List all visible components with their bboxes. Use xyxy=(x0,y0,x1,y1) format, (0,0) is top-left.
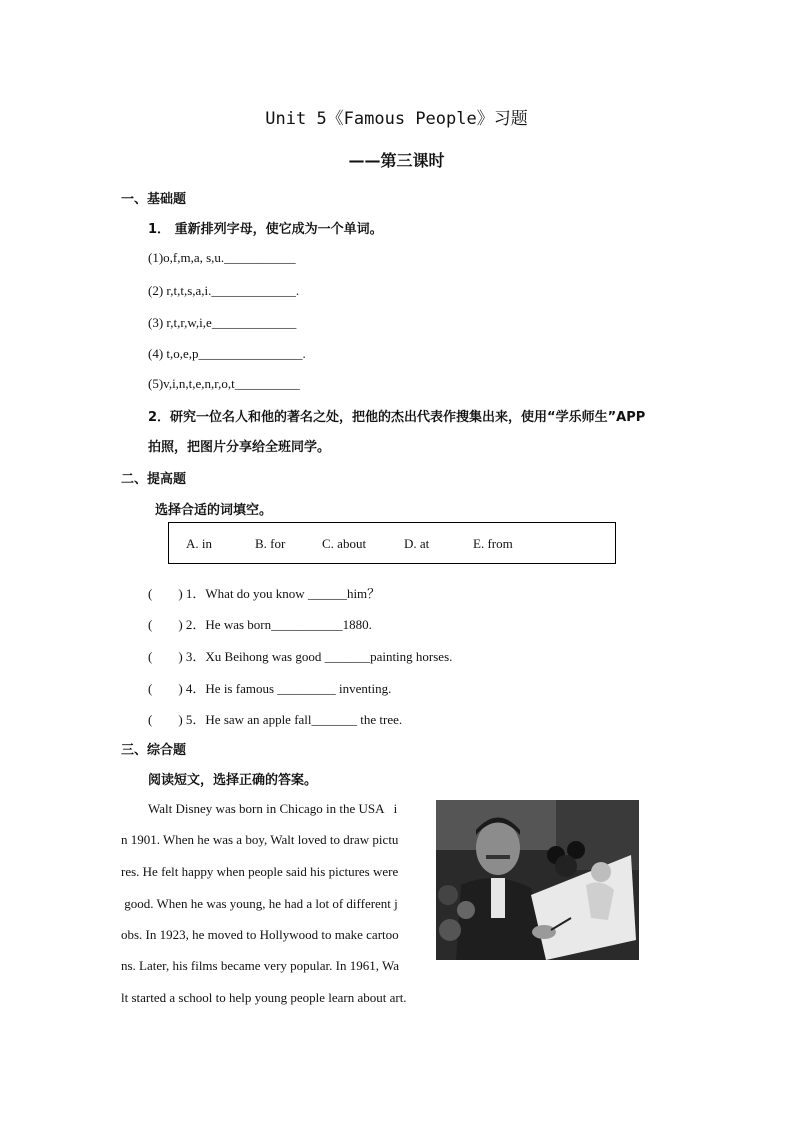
fill-blank-question: ( ) 4．He is famous _________ inventing. xyxy=(148,681,392,696)
fill-blank-question: ( ) 5．He saw an apple fall_______ the tree. xyxy=(148,712,403,727)
question-2-line-1: 2．研究一位名人和他的著名之处，把他的杰出代表作搜集出来，使用“学乐师生”APP xyxy=(148,410,646,425)
choice-option: E. from xyxy=(473,536,513,551)
choice-option: D. at xyxy=(404,536,430,551)
passage-line: obs. In 1923, he moved to Hollywood to make cartoo xyxy=(121,927,399,942)
list-item: (4) t,o,e,p________________. xyxy=(148,346,306,361)
question-2-line-2: 拍照，把图片分享给全班同学。 xyxy=(148,440,331,455)
choice-option: C. about xyxy=(322,536,367,551)
fill-blank-question: ( ) 2．He was born___________1880. xyxy=(148,617,372,632)
photo-icon xyxy=(436,800,639,960)
word-choices-box xyxy=(168,522,616,564)
passage-line: Walt Disney was born in Chicago in the USA i xyxy=(148,801,398,816)
fill-blank-question: ( ) 3．Xu Beihong was good _______painting horses. xyxy=(148,649,453,664)
list-item: (1)o,f,m,a, s,u.___________ xyxy=(148,250,296,265)
section-2-instruction: 选择合适的词填空。 xyxy=(155,503,273,518)
section-heading-comprehensive: 三、综合题 xyxy=(121,743,187,758)
list-item: (5)v,i,n,t,e,n,r,o,t__________ xyxy=(148,376,300,391)
page-subtitle: ——第三课时 xyxy=(348,151,445,170)
list-item: (2) r,t,t,s,a,i._____________. xyxy=(148,283,300,298)
list-item: (3) r,t,r,w,i,e_____________ xyxy=(148,315,297,330)
passage-line: res. He felt happy when people said his pictures were xyxy=(121,864,399,879)
passage-line: n 1901. When he was a boy, Walt loved to draw pictu xyxy=(121,832,399,847)
choice-option: B. for xyxy=(255,536,286,551)
fill-blank-question: ( ) 1．What do you know ______him？ xyxy=(148,586,381,601)
passage-line: good. When he was young, he had a lot of different j xyxy=(121,896,398,911)
page-title: Unit 5《Famous People》习题 xyxy=(265,109,528,129)
choice-option: A. in xyxy=(186,536,212,551)
question-1-title: 1． 重新排列字母，使它成为一个单词。 xyxy=(148,222,383,237)
section-heading-advanced: 二、提高题 xyxy=(121,472,187,487)
passage-line: lt started a school to help young people learn about art. xyxy=(121,990,407,1005)
passage-line: ns. Later, his films became very popular. In 1961, Wa xyxy=(121,958,399,973)
walt-disney-photo xyxy=(436,800,639,960)
section-3-instruction: 阅读短文，选择正确的答案。 xyxy=(148,773,318,788)
section-heading-basic: 一、基础题 xyxy=(121,192,187,207)
